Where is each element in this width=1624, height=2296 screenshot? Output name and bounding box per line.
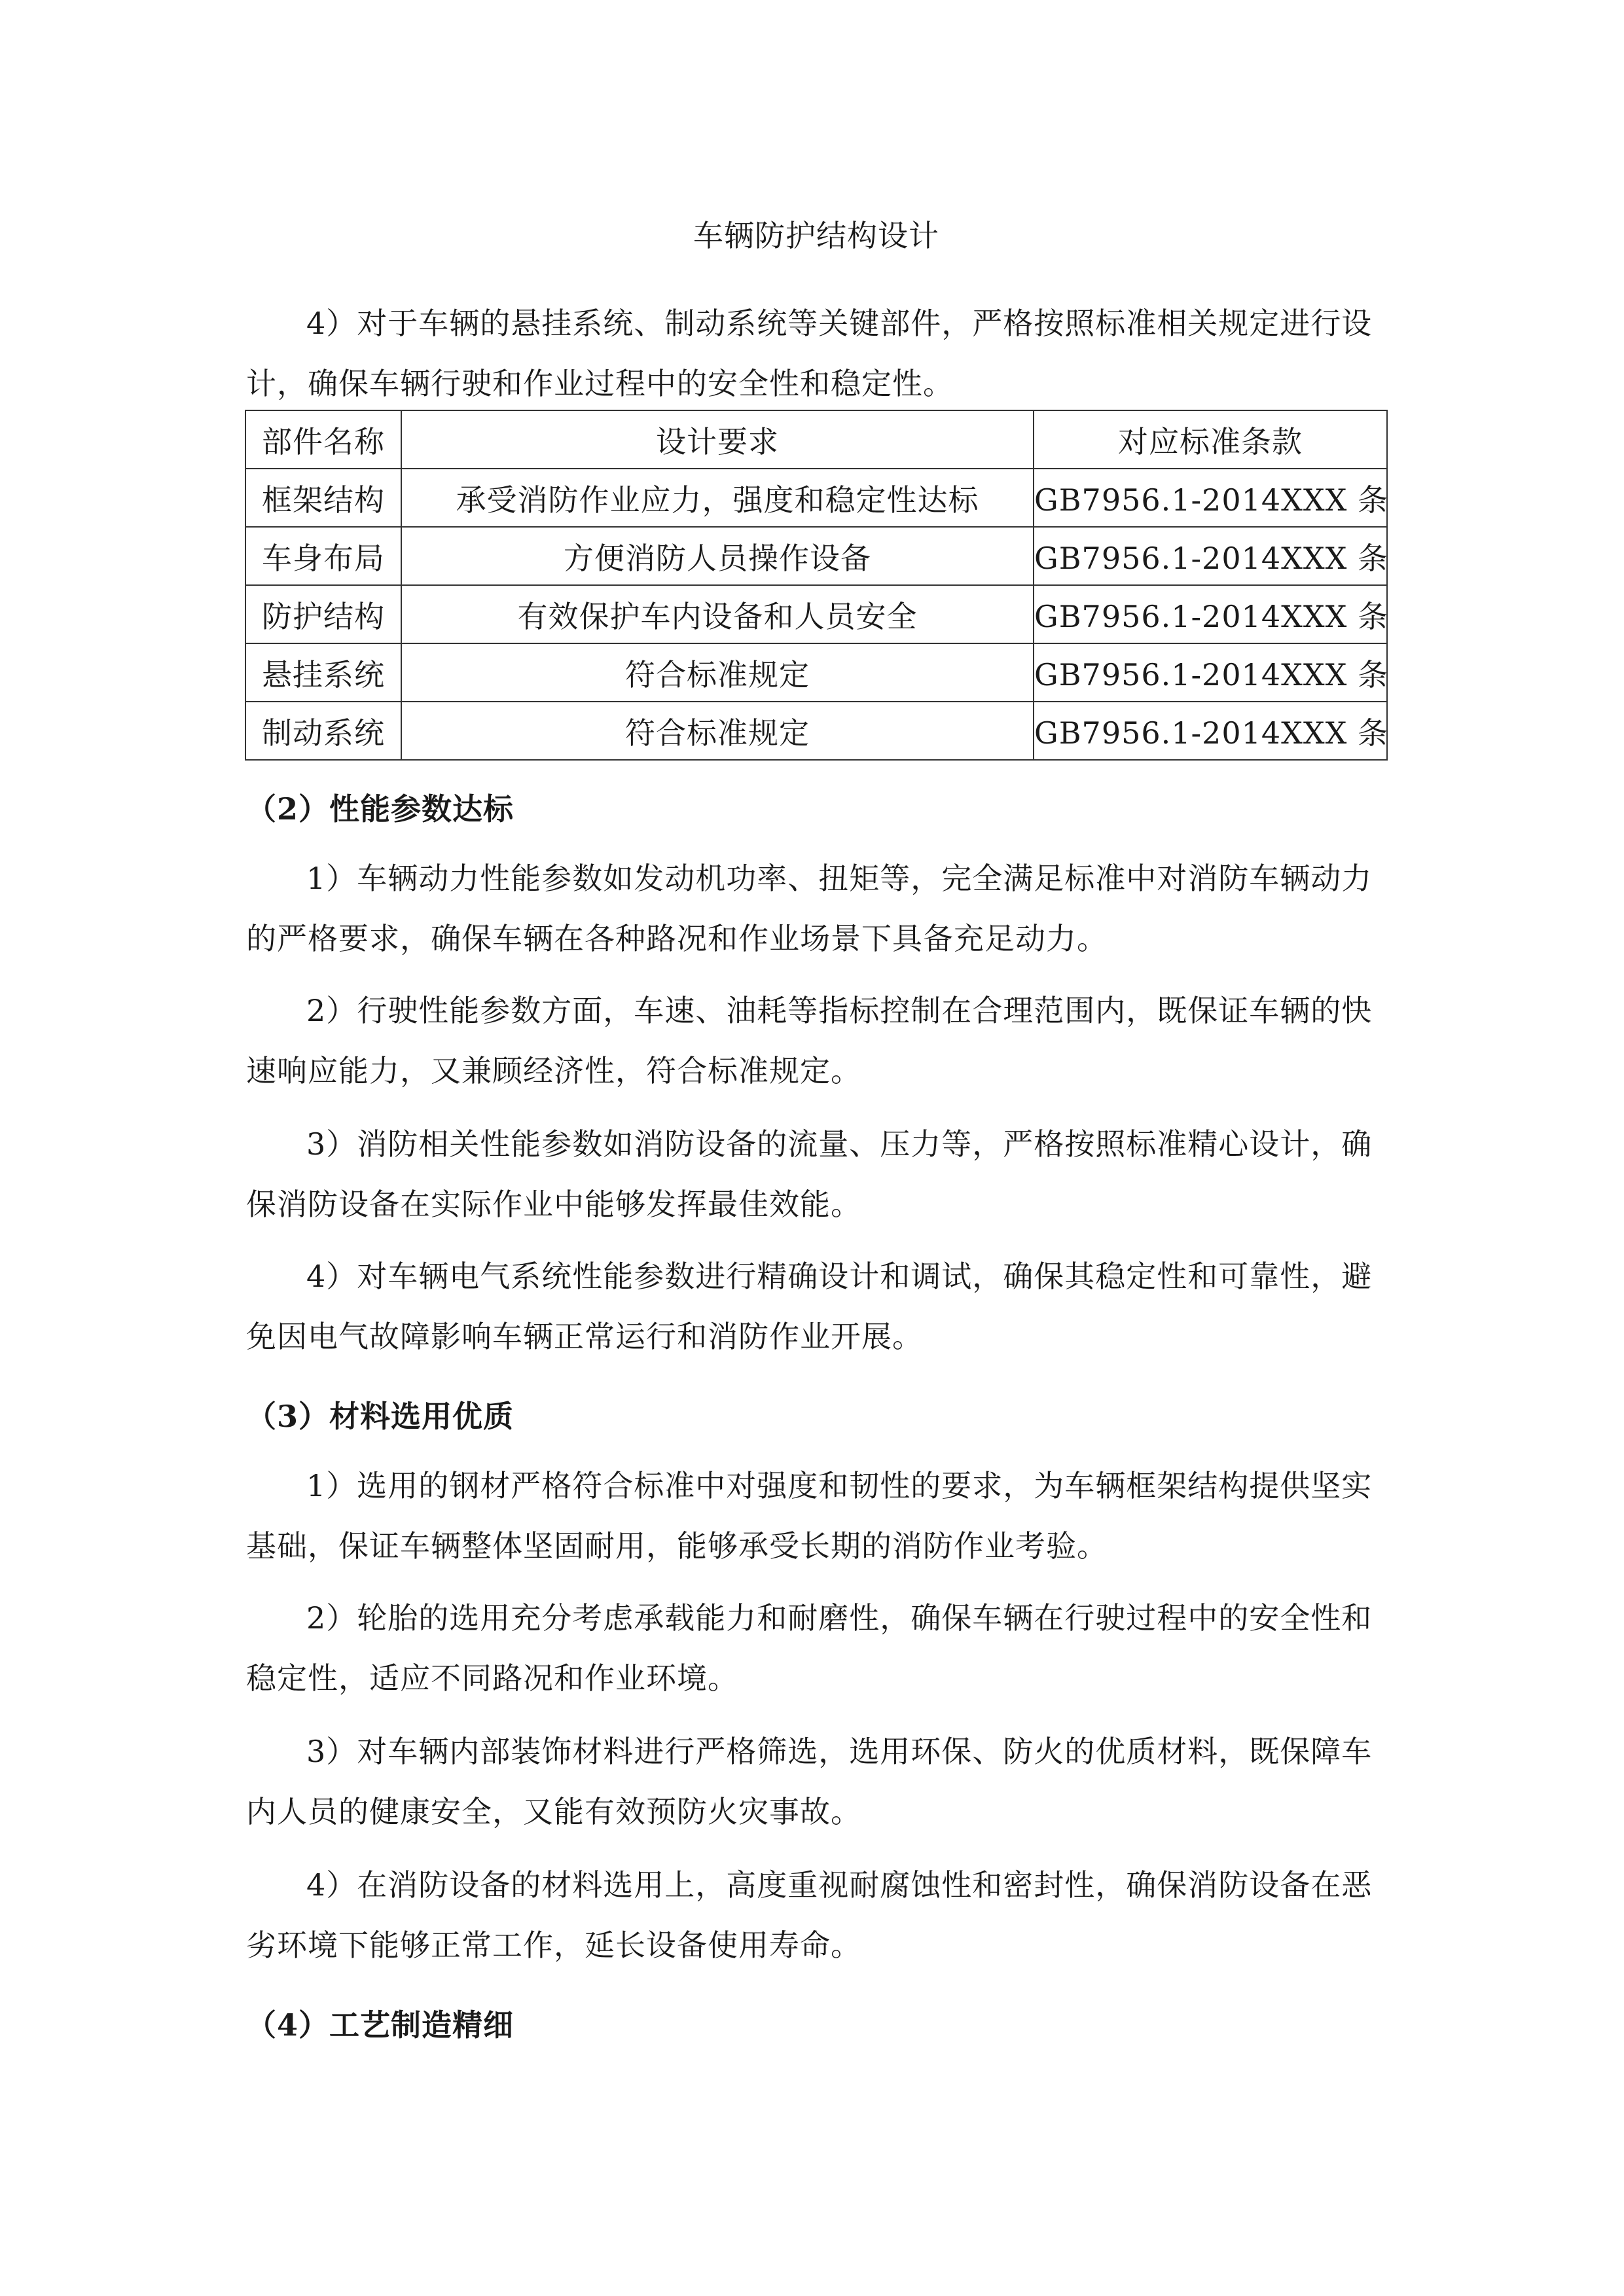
section-paragraph: 4）在消防设备的材料选用上，高度重视耐腐蚀性和密封性，确保消防设备在恶劣环境下能够正常工作，延长设备使用寿命。	[246, 1867, 1373, 1963]
table-cell: 框架结构	[245, 469, 401, 527]
table-header-cell: 部件名称	[245, 410, 401, 469]
intro-paragraph: 4）对于车辆的悬挂系统、制动系统等关键部件，严格按照标准相关规定进行设计，确保车辆行驶和作业过程中的安全性和稳定性。	[246, 306, 1373, 401]
standards-table	[245, 410, 1388, 761]
table-header-cell: 对应标准条款	[1034, 410, 1387, 469]
table-cell: GB7956.1-2014XXX 条	[1034, 469, 1387, 527]
table-row	[245, 702, 1387, 760]
table-header-cell: 设计要求	[401, 410, 1034, 469]
table-row	[245, 527, 1387, 585]
table-cell: 承受消防作业应力，强度和稳定性达标	[401, 469, 1034, 527]
table-cell: GB7956.1-2014XXX 条	[1034, 702, 1387, 760]
table-cell: GB7956.1-2014XXX 条	[1034, 643, 1387, 702]
table-row	[245, 585, 1387, 643]
document-title: 车辆防护结构设计	[693, 218, 939, 253]
section-paragraph: 1）车辆动力性能参数如发动机功率、扭矩等，完全满足标准中对消防车辆动力的严格要求，确保车辆在各种路况和作业场景下具备充足动力。	[246, 861, 1373, 956]
table-cell: 有效保护车内设备和人员安全	[401, 585, 1034, 643]
table-cell: 制动系统	[245, 702, 401, 760]
table-cell: GB7956.1-2014XXX 条	[1034, 527, 1387, 585]
section-paragraph: 1）选用的钢材严格符合标准中对强度和韧性的要求，为车辆框架结构提供坚实基础，保证车辆整体坚固耐用，能够承受长期的消防作业考验。	[246, 1468, 1373, 1564]
table-cell: 车身布局	[245, 527, 401, 585]
section-paragraph: 3）对车辆内部装饰材料进行严格筛选，选用环保、防火的优质材料，既保障车内人员的健康安全，又能有效预防火灾事故。	[246, 1734, 1373, 1829]
table-cell: 方便消防人员操作设备	[401, 527, 1034, 585]
table-cell: 符合标准规定	[401, 702, 1034, 760]
section-heading: （3）材料选用优质	[246, 1399, 514, 1434]
section-heading: （2）性能参数达标	[246, 791, 514, 827]
table-row	[245, 643, 1387, 702]
table-row	[245, 469, 1387, 527]
table-cell: 悬挂系统	[245, 643, 401, 702]
section-heading: （4）工艺制造精细	[246, 2007, 514, 2043]
table-header-row	[245, 410, 1387, 469]
table-cell: 符合标准规定	[401, 643, 1034, 702]
table-cell: GB7956.1-2014XXX 条	[1034, 585, 1387, 643]
section-paragraph: 3）消防相关性能参数如消防设备的流量、压力等，严格按照标准精心设计，确保消防设备在实际作业中能够发挥最佳效能。	[246, 1126, 1373, 1222]
table-cell: 防护结构	[245, 585, 401, 643]
section-paragraph: 4）对车辆电气系统性能参数进行精确设计和调试，确保其稳定性和可靠性，避免因电气故障影响车辆正常运行和消防作业开展。	[246, 1259, 1373, 1354]
section-paragraph: 2）行驶性能参数方面，车速、油耗等指标控制在合理范围内，既保证车辆的快速响应能力，又兼顾经济性，符合标准规定。	[246, 993, 1373, 1088]
section-paragraph: 2）轮胎的选用充分考虑承载能力和耐磨性，确保车辆在行驶过程中的安全性和稳定性，适应不同路况和作业环境。	[246, 1600, 1373, 1696]
